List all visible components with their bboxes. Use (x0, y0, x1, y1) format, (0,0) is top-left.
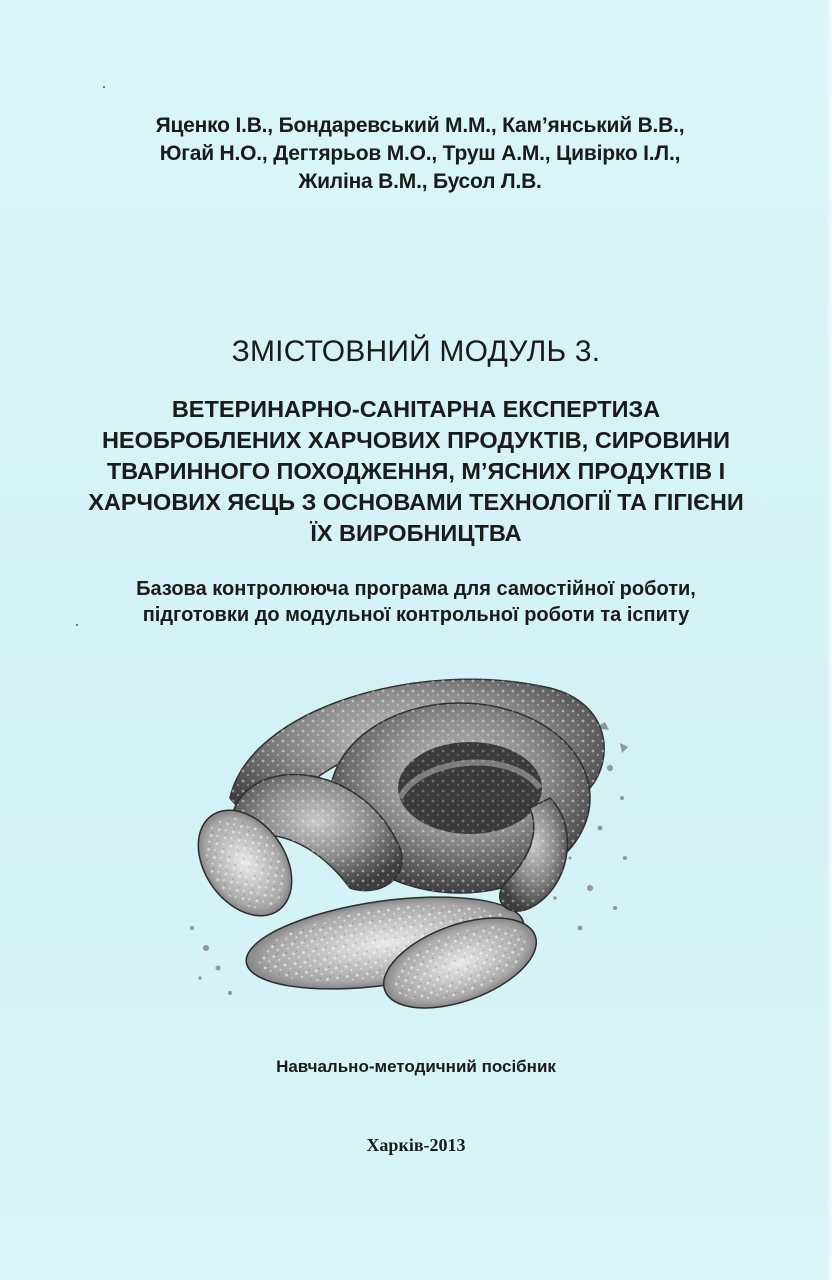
main-title-line: ТВАРИННОГО ПОХОДЖЕННЯ, М’ЯСНИХ ПРОДУКТІВ І (106, 458, 726, 484)
authors-line: Жиліна В.М., Бусол Л.В. (298, 170, 542, 193)
subtitle-line: Базова контролююча програма для самостійної роботи, (136, 578, 696, 600)
main-title-line: ВЕТЕРИНАРНО-САНІТАРНА ЕКСПЕРТИЗА (171, 396, 661, 422)
main-title (40, 394, 792, 549)
subtitle (40, 576, 792, 628)
main-title-line: НЕОБРОБЛЕНИХ ХАРЧОВИХ ПРОДУКТІВ, СИРОВИНИ (101, 427, 731, 453)
main-title-line: ХАРЧОВИХ ЯЄЦЬ З ОСНОВАМИ ТЕХНОЛОГІЇ ТА ГІГІЄНИ (88, 489, 744, 515)
authors-line: Югай Н.О., Дегтярьов М.О., Труш А.М., Цивірко І.Л., (159, 142, 681, 165)
authors-block (80, 112, 760, 196)
subtitle-line: підготовки до модульної контрольної роботи та іспиту (142, 604, 690, 626)
module-title: ЗМІСТОВНИЙ МОДУЛЬ 3. (231, 335, 601, 368)
print-speck (103, 86, 105, 88)
authors-line: Яценко І.В., Бондаревський М.М., Кам’янський В.В., (155, 114, 685, 137)
document-type: Навчально-методичний посібник (276, 1057, 556, 1076)
sausage-illustration-icon (170, 648, 640, 1028)
page-edge (826, 0, 832, 1280)
main-title-line: ЇХ ВИРОБНИЦТВА (310, 520, 522, 546)
city-year: Харків-2013 (366, 1135, 466, 1155)
